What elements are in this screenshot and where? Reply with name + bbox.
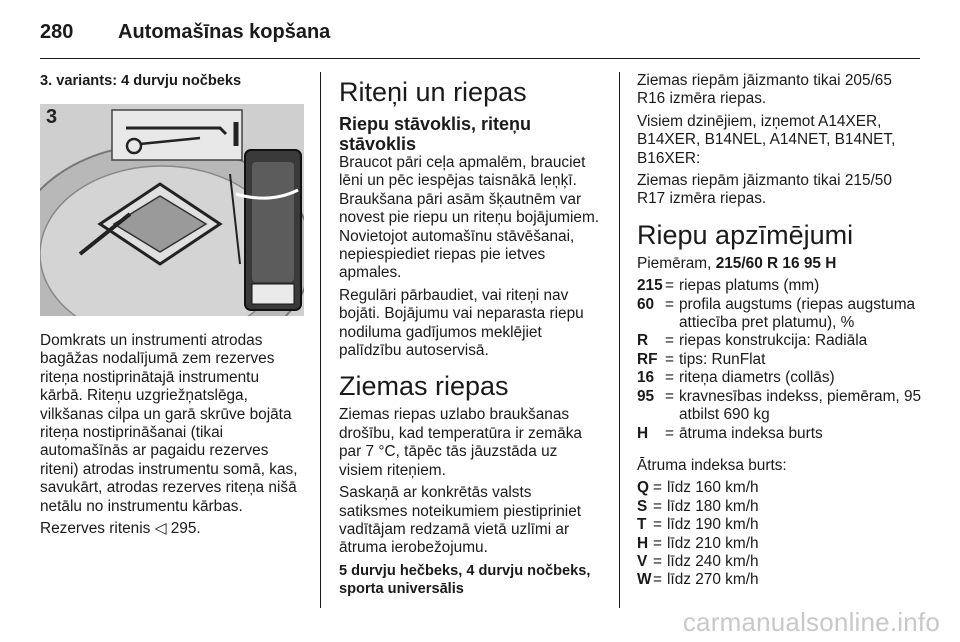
example-prefix: Piemēram, (637, 254, 712, 272)
reference-text: Rezerves ritenis (40, 520, 151, 538)
example-line (637, 255, 922, 273)
definition-row: H = ātruma indeksa burts (637, 424, 823, 442)
paragraph-size-205: Ziemas riepām jāizmanto tikai 205/65 R16 izmēra riepas. (637, 72, 892, 108)
reference-arrow-icon: ◁ (154, 520, 167, 538)
definition-row: 95 = kravnesības indekss, piemēram, 95 atbilst 690 kg (637, 387, 922, 424)
reference-page[interactable]: 295. (170, 520, 201, 538)
speed-row: H = līdz 210 km/h (637, 534, 759, 552)
column-3 (637, 72, 922, 590)
speed-row: S = līdz 180 km/h (637, 497, 759, 515)
definition-row: 16 = riteņa diametrs (collās) (637, 369, 835, 387)
section-heading-markings: Riepu apzīmējumi (637, 219, 854, 250)
speed-row: V = līdz 240 km/h (637, 552, 759, 570)
figure-number: 3 (46, 106, 58, 128)
speed-index-list (637, 479, 922, 589)
variant-subheading: 3. variants: 4 durvju nočbeks (40, 73, 242, 89)
speed-row: W = līdz 270 km/h (637, 571, 759, 589)
paragraph-kerbs: Braucot pāri ceļa apmalēm, brauciet lēni un pēc iespējas taisnākā leņķī. Braukšana pāri asām šķautnēm var novest pie riepu un riteņu bojājumiem. Novietojot automašīnu stāvēšanai, nepiespiediet riepas pie ietves apmales. (339, 154, 600, 282)
column-1 (40, 72, 304, 542)
speed-row: Q = līdz 160 km/h (637, 479, 759, 497)
column-divider-2 (619, 72, 620, 608)
header-divider (40, 58, 920, 59)
paragraph-size-215: Ziemas riepām jāizmanto tikai 215/50 R17 izmēra riepas. (637, 172, 892, 208)
paragraph-winter-safety: Ziemas riepas uzlabo braukšanas drošību, kad temperatūra ir zemāka par 7 °C, tāpēc tās jāuzstāda uz visiem riteņiem. (339, 406, 582, 479)
jack-tools-figure (40, 104, 304, 316)
body-types-line: 5 durvju hečbeks, 4 durvju nočbeks, sporta universālis (339, 562, 591, 597)
paragraph-speed-sticker: Saskaņā ar konkrētās valsts satiksmes noteikumiem piestipriniet vadītājam redzamā vietā uzlīmi ar ātruma ierobežojumu. (339, 484, 582, 557)
speed-row: T = līdz 190 km/h (637, 516, 759, 534)
section-heading-wheels: Riteņi un riepas (339, 77, 527, 107)
definition-row: 60 = profila augstums (riepas augstuma attiecība pret platumu), % (637, 295, 916, 332)
spare-wheel-reference (40, 520, 304, 538)
page-number: 280 (40, 20, 74, 43)
subheading-tyre-condition: Riepu stāvoklis, riteņu stāvoklis (339, 114, 532, 154)
column-divider-1 (320, 72, 321, 608)
example-code: 215/60 R 16 95 H (715, 254, 837, 272)
section-heading-winter: Ziemas riepas (339, 371, 509, 402)
watermark: carmanualsonline.info (682, 607, 940, 637)
definition-row: RF = tips: RunFlat (637, 350, 766, 368)
definition-row: R = riepas konstrukcija: Radiāla (637, 332, 868, 350)
column-2 (339, 72, 604, 602)
definition-row: 215 = riepas platums (mm) (637, 277, 820, 295)
figure-caption: Domkrats un instrumenti atrodas bagāžas nodalījumā zem rezerves riteņa nostiprinātajā instrumentu kārbā. Riteņu uzgriežņatslēga, vilkšanas cilpa un garā skrūve bojāta riteņa nostiprināšanai (tikai automašīnās ar pagaidu rezerves riteni) atrodas instrumentu somā, kas, savukārt, atrodas rezerves riteņa nišā netālu no instrumentu kārbas. (40, 332, 298, 515)
jack-illustration (40, 104, 304, 316)
page-title: Automašīnas kopšana (118, 20, 331, 43)
page-header (40, 12, 330, 52)
speed-index-intro: Ātruma indeksa burts: (637, 456, 787, 474)
paragraph-inspect: Regulāri pārbaudiet, vai riteņi nav bojāti. Bojājumu vai neparasta riepu nodiluma gadījumos meklējiet palīdzību autoservisā. (339, 286, 584, 360)
definition-list (637, 277, 922, 443)
paragraph-engines: Visiem dzinējiem, izņemot A14XER, B14XER, B14NEL, A14NET, B14NET, B16XER: (637, 112, 896, 167)
